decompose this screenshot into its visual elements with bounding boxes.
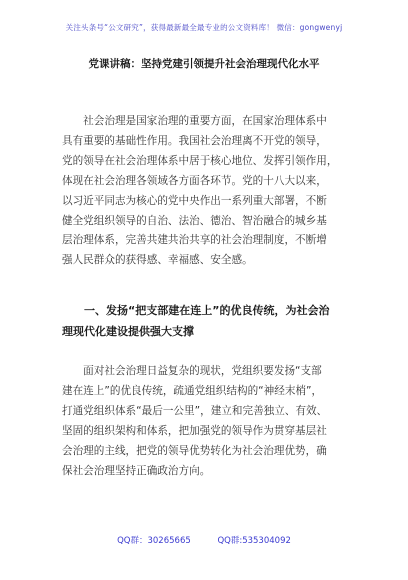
paragraph-line: 强人民群众的获得感、幸福感、安全感。: [62, 254, 253, 267]
footer-qq-groups: [0, 534, 408, 546]
paragraph-line: 以习近平同志为核心的党中央作出一系列重大部署，不断: [62, 194, 327, 207]
footer-qq-group-2: QQ群:535304092: [217, 536, 291, 546]
heading-line: 一、发扬“把支部建在连上”的优良传统，为社会治: [62, 304, 330, 317]
paragraph-line: 会治理的主线，把党的领导优势转化为社会治理优势，确: [62, 444, 327, 457]
heading-line: 理现代化建设提供强大支撑: [62, 325, 194, 338]
paragraph-line: 党的领导在社会治理体系中居于核心地位、发挥引领作用，: [62, 154, 338, 167]
paragraph-line: 保社会治理坚持正确政治方向。: [62, 464, 211, 477]
paragraph-1: [62, 112, 348, 271]
footer-qq-group-1: QQ群：30265665: [117, 536, 191, 546]
paragraph-line: 具有重要的基础性作用。我国社会治理离不开党的领导，: [62, 134, 327, 147]
paragraph-line: 社会治理是国家治理的重要方面，在国家治理体系中: [62, 115, 327, 127]
paragraph-line: 建在连上”的优良传统，疏通党组织结构的“神经末梢”，: [62, 384, 323, 397]
paragraph-line: 健全党组织领导的自治、法治、德治、智治融合的城乡基: [62, 214, 327, 227]
document-title: 党课讲稿：坚持党建引领提升社会治理现代化水平: [88, 58, 320, 70]
paragraph-line: 打通党组织体系“最后一公里”，建立和完善独立、有效、: [62, 404, 328, 417]
paragraph-2: [62, 362, 348, 481]
paragraph-line: 坚固的组织架构和体系，把加强党的领导作为贯穿基层社: [62, 424, 327, 437]
header-promo-note: 关注头条号“公文研究”，获得最新最全最专业的公文资料库！ 微信：gongwenyj: [65, 23, 343, 32]
paragraph-line: 层治理体系，完善共建共治共享的社会治理制度，不断增: [62, 234, 327, 247]
section-heading-1: [62, 300, 352, 342]
paragraph-line: 面对社会治理日益复杂的现状，党组织要发扬“支部: [62, 365, 322, 377]
paragraph-line: 体现在社会治理各领域各方面各环节。党的十八大以来，: [62, 174, 327, 187]
